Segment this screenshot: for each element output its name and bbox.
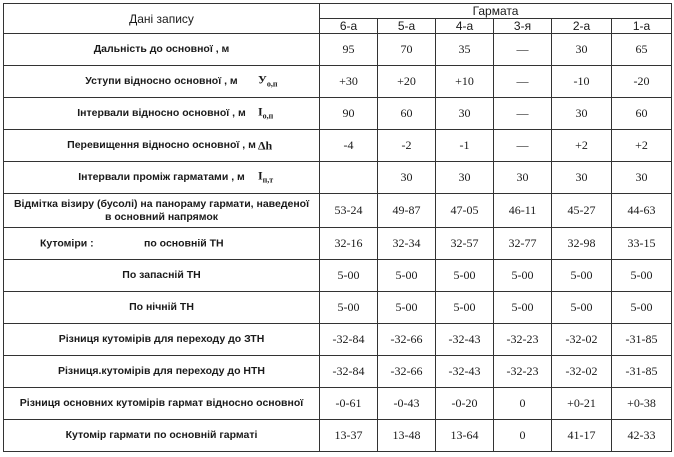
cell-value: — — [494, 130, 552, 162]
cell-value: -32-66 — [378, 324, 436, 356]
cell-value: -32-84 — [320, 324, 378, 356]
cell-value: 30 — [552, 162, 612, 194]
cell-value: -32-23 — [494, 356, 552, 388]
cell-value: 13-64 — [436, 420, 494, 452]
cell-value: 5-00 — [378, 260, 436, 292]
cell-value: 60 — [378, 98, 436, 130]
row-label: По нічній ТН — [4, 292, 320, 324]
cell-value: 5-00 — [552, 260, 612, 292]
gun-col-header: 4-а — [436, 19, 494, 34]
table-row — [4, 228, 672, 260]
cell-value: 0 — [494, 388, 552, 420]
row-label: Інтервали відносно основної , м $І_{о,п}$ — [4, 98, 320, 130]
cell-value: -32-43 — [436, 324, 494, 356]
cell-value: +2 — [612, 130, 672, 162]
cell-value: 60 — [612, 98, 672, 130]
row-label: По запасній ТН — [4, 260, 320, 292]
cell-value: 46-11 — [494, 194, 552, 228]
cell-value: 30 — [552, 34, 612, 66]
table-body — [4, 34, 672, 452]
cell-value: 45-27 — [552, 194, 612, 228]
cell-value: -2 — [378, 130, 436, 162]
cell-value: -31-85 — [612, 324, 672, 356]
cell-value: 5-00 — [436, 260, 494, 292]
cell-value: -4 — [320, 130, 378, 162]
cell-value: -20 — [612, 66, 672, 98]
row-symbol: $І_{п,т}$ — [258, 167, 274, 185]
cell-value: 13-48 — [378, 420, 436, 452]
cell-value: 5-00 — [320, 260, 378, 292]
cell-value: 5-00 — [378, 292, 436, 324]
cell-value: +0-38 — [612, 388, 672, 420]
cell-value — [320, 162, 378, 194]
cell-value: 5-00 — [494, 260, 552, 292]
cell-value: -32-02 — [552, 356, 612, 388]
cell-value: 5-00 — [320, 292, 378, 324]
table-row — [4, 162, 672, 194]
table-row — [4, 356, 672, 388]
cell-value: — — [494, 34, 552, 66]
firing-data-table-container — [3, 3, 671, 454]
table-row — [4, 324, 672, 356]
cell-value: +30 — [320, 66, 378, 98]
firing-data-table — [3, 3, 672, 452]
cell-value: 13-37 — [320, 420, 378, 452]
cell-value: -32-43 — [436, 356, 494, 388]
cell-value: -0-43 — [378, 388, 436, 420]
cell-value: 0 — [494, 420, 552, 452]
cell-value: 30 — [612, 162, 672, 194]
cell-value: -32-02 — [552, 324, 612, 356]
gun-col-header: 5-а — [378, 19, 436, 34]
header-gun: Гармата — [320, 4, 672, 19]
cell-value: 53-24 — [320, 194, 378, 228]
cell-value: 70 — [378, 34, 436, 66]
cell-value: 49-87 — [378, 194, 436, 228]
table-row — [4, 194, 672, 228]
cell-value: 95 — [320, 34, 378, 66]
gun-col-header: 3-я — [494, 19, 552, 34]
gun-col-header: 1-а — [612, 19, 672, 34]
row-label: Уступи відносно основної , м $У_{о,п}$ — [4, 66, 320, 98]
cell-value: 5-00 — [494, 292, 552, 324]
cell-value: 44-63 — [612, 194, 672, 228]
table-row — [4, 34, 672, 66]
row-label: Різниця основних кутомірів гармат відносно основної — [4, 388, 320, 420]
cell-value: -32-66 — [378, 356, 436, 388]
row-label: Різниця.кутомірів для переходу до НТН — [4, 356, 320, 388]
gun-col-header: 6-а — [320, 19, 378, 34]
cell-value: 32-57 — [436, 228, 494, 260]
cell-value: 30 — [436, 162, 494, 194]
cell-value: 32-16 — [320, 228, 378, 260]
cell-value: -0-61 — [320, 388, 378, 420]
cell-value: -31-85 — [612, 356, 672, 388]
row-label: Інтервали проміж гарматами , м $І_{п,т}$ — [4, 162, 320, 194]
table-row — [4, 420, 672, 452]
row-label: Різниця кутомірів для переходу до ЗТН — [4, 324, 320, 356]
table-row — [4, 98, 672, 130]
cell-value: +20 — [378, 66, 436, 98]
gun-col-header: 2-а — [552, 19, 612, 34]
table-row — [4, 66, 672, 98]
table-row — [4, 292, 672, 324]
cell-value: +2 — [552, 130, 612, 162]
cell-value: -0-20 — [436, 388, 494, 420]
cell-value: -32-23 — [494, 324, 552, 356]
cell-value: 90 — [320, 98, 378, 130]
cell-value: — — [494, 98, 552, 130]
row-label: Кутомір гармати по основній гарматі — [4, 420, 320, 452]
cell-value: 30 — [378, 162, 436, 194]
row-label: Кутоміри : по основній ТН — [4, 228, 320, 260]
cell-value: +10 — [436, 66, 494, 98]
cell-value: +0-21 — [552, 388, 612, 420]
cell-value: 5-00 — [552, 292, 612, 324]
header-record-data: Дані запису — [4, 4, 320, 34]
row-label: Відмітка візиру (бусолі) на панораму гармати, наведеної в основний напрямок — [4, 194, 320, 228]
cell-value: 32-77 — [494, 228, 552, 260]
cell-value: 32-98 — [552, 228, 612, 260]
cell-value: 41-17 — [552, 420, 612, 452]
cell-value: — — [494, 66, 552, 98]
table-row — [4, 130, 672, 162]
cell-value: 5-00 — [436, 292, 494, 324]
cell-value: 42-33 — [612, 420, 672, 452]
row-symbol: $І_{о,п}$ — [258, 103, 274, 121]
cell-value: -10 — [552, 66, 612, 98]
table-row — [4, 388, 672, 420]
row-symbol: Δh — [258, 138, 273, 152]
cell-value: 30 — [552, 98, 612, 130]
row-label: Дальність до основної , м — [4, 34, 320, 66]
cell-value: 30 — [494, 162, 552, 194]
cell-value: -1 — [436, 130, 494, 162]
cell-value: 5-00 — [612, 260, 672, 292]
table-header — [4, 4, 672, 34]
cell-value: 5-00 — [612, 292, 672, 324]
cell-value: 35 — [436, 34, 494, 66]
cell-value: 30 — [436, 98, 494, 130]
row-label: Перевищення відносно основної , м Δh — [4, 130, 320, 162]
cell-value: -32-84 — [320, 356, 378, 388]
cell-value: 65 — [612, 34, 672, 66]
row-symbol: $У_{о,п}$ — [258, 71, 278, 89]
cell-value: 32-34 — [378, 228, 436, 260]
table-row — [4, 260, 672, 292]
cell-value: 33-15 — [612, 228, 672, 260]
cell-value: 47-05 — [436, 194, 494, 228]
